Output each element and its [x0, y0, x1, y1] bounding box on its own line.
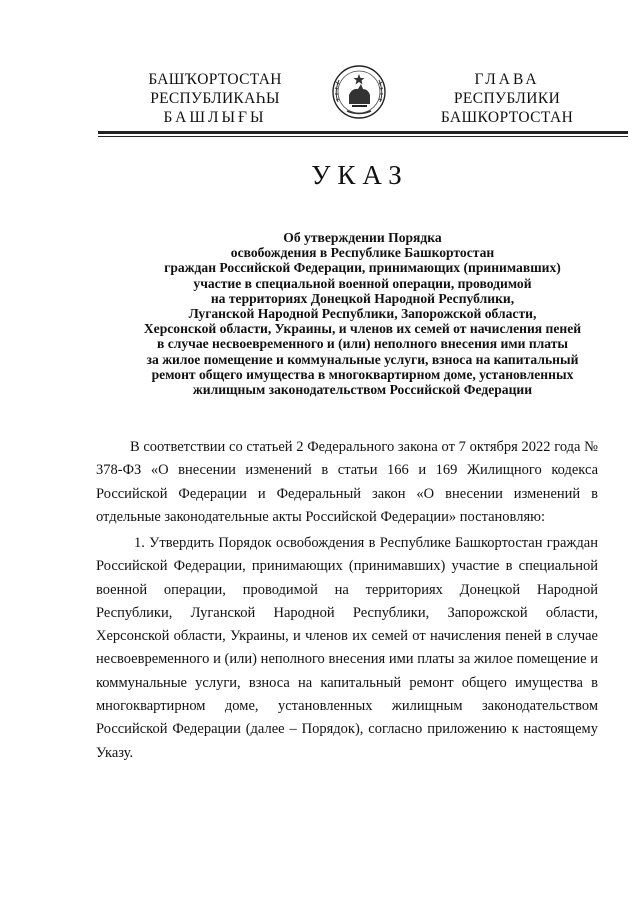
header-divider-thick	[98, 131, 628, 134]
subject-line: Об утверждении Порядка	[283, 230, 442, 245]
subject-line: граждан Российской Федерации, принимающих (принимавших)	[164, 260, 561, 276]
header-russian-line-2: РЕСПУБЛИКИ	[453, 90, 561, 107]
header-russian-line-3: БАШКОРТОСТАН	[440, 109, 574, 126]
document-subject	[100, 230, 625, 397]
subject-line: жилищным законодательством Российской Федерации	[192, 382, 533, 398]
header-divider-thin	[98, 136, 628, 137]
subject-line: в случае несвоевременного и (или) неполного внесения ими платы	[156, 336, 569, 352]
subject-line: на территориях Донецкой Народной Республики,	[210, 290, 515, 306]
header-bashkir	[130, 70, 300, 127]
subject-line: освобождения в Республике Башкортостан	[230, 245, 495, 261]
subject-line: за жилое помещение и коммунальные услуги, взноса на капитальный	[146, 351, 579, 367]
clause-1-paragraph: 1. Утвердить Порядок освобождения в Республике Башкортостан граждан Российской Федерации, принимающих (принимавших) участие в специальной военной операции, проводимой на территориях Донецкой Народной Республики, Луганской Народной Республики, Запорожской области, Херсонской области, Украины, и членов их семей от начисления пеней в случае несвоевременного и (или) неполного внесения ими платы за жилое помещение и коммунальные услуги, взноса на капитальный ремонт общего имущества в многоквартирном доме, установленных жилищным законодательством Российской Федерации (далее – Порядок), согласно приложению к настоящему Указу.	[96, 535, 598, 761]
subject-line: участие в специальной военной операции, проводимой	[193, 275, 532, 291]
document-title: УКАЗ	[311, 160, 409, 190]
subject-line: ремонт общего имущества в многоквартирном доме, установленных	[151, 366, 574, 382]
header-russian	[427, 70, 587, 127]
header-bashkir-line-2: РЕСПУБЛИКАҺЫ	[150, 90, 280, 107]
republic-emblem-icon	[330, 62, 388, 124]
header-russian-line-1: ГЛАВА	[474, 71, 540, 88]
preamble-paragraph: В соответствии со статьей 2 Федерального закона от 7 октября 2022 года № 378-ФЗ «О внесении изменений в статьи 166 и 169 Жилищного кодекса Российской Федерации и Федеральный закон «О внесении изменений в отдельные законодательные акты Российской Федерации» постановляю:	[96, 439, 598, 525]
subject-line: Херсонской области, Украины, и членов их семей от начисления пеней	[143, 321, 582, 337]
header-bashkir-line-1: БАШҠОРТОСТАН	[148, 71, 282, 88]
subject-line: Луганской Народной Республики, Запорожской области,	[188, 306, 537, 322]
header-bashkir-line-3: БАШЛЫҒЫ	[163, 109, 267, 126]
